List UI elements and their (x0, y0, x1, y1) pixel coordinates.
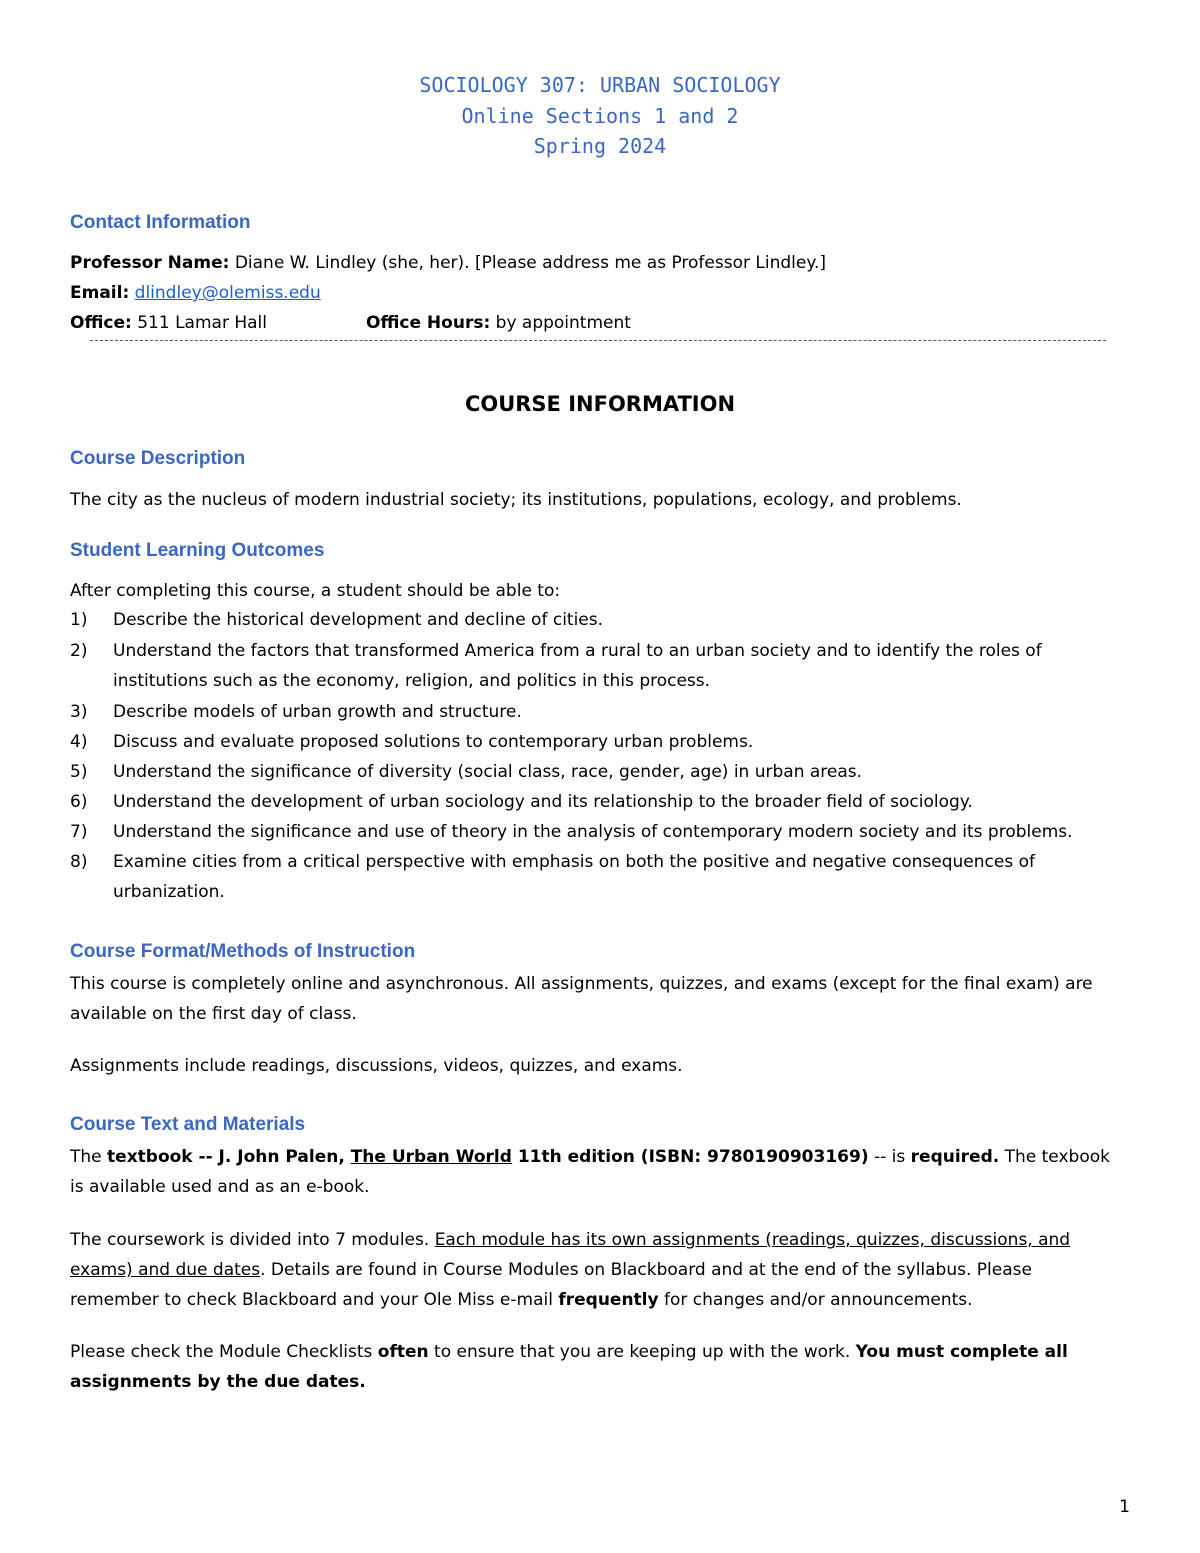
list-item (70, 605, 1110, 635)
checklist-deadline-note: You must complete all assignments by the due dates. (70, 1342, 1068, 1392)
course-format-paragraph: This course is completely online and asynchronous. All assignments, quizzes, and exams (except for the final exam) are available on the first day of class. (70, 974, 1093, 1024)
checklist-intro: Please check the Module Checklists (70, 1342, 378, 1362)
learning-outcomes-heading: Student Learning Outcomes (70, 540, 325, 561)
contact-heading: Contact Information (70, 212, 251, 233)
list-item (70, 847, 1110, 907)
syllabus-page (70, 0, 1130, 1553)
textbook-author: textbook -- J. John Palen, (107, 1147, 351, 1167)
office-hours-label: Office Hours: (366, 313, 491, 333)
office-line (70, 313, 267, 333)
course-materials-heading: Course Text and Materials (70, 1114, 306, 1135)
list-item (70, 787, 1110, 817)
list-item (70, 697, 1110, 727)
email-link[interactable]: dlindley@olemiss.edu (134, 283, 321, 303)
coursework-details: . Details are found in Course Modules on Blackboard and at the end of the syllabus. Please remember to check Blackboard and your Ole Miss e-mail (70, 1260, 1032, 1310)
checklist-paragraph (70, 1337, 1120, 1397)
textbook-availability: The texbook is available used and as an e-book. (70, 1147, 1110, 1197)
list-item-number: 8) (70, 852, 88, 872)
course-format-heading: Course Format/Methods of Instruction (70, 941, 416, 962)
list-item-text: Discuss and evaluate proposed solutions to contemporary urban problems. (113, 732, 754, 752)
textbook-edition: 11th edition (ISBN: 9780190903169) (511, 1147, 869, 1167)
assignments-paragraph: Assignments include readings, discussions, videos, quizzes, and exams. (70, 1056, 683, 1076)
list-item (70, 817, 1110, 847)
list-item-number: 1) (70, 610, 88, 630)
checklist-mid: to ensure that you are keeping up with the work. (428, 1342, 856, 1362)
list-item-number: 7) (70, 822, 88, 842)
course-title: SOCIOLOGY 307: URBAN SOCIOLOGY (419, 73, 781, 97)
list-item-number: 5) (70, 762, 88, 782)
list-item-number: 6) (70, 792, 88, 812)
coursework-end: for changes and/or announcements. (658, 1290, 973, 1310)
coursework-frequently: frequently (558, 1290, 659, 1310)
list-item-text: Understand the development of urban sociology and its relationship to the broader field of sociology. (113, 792, 973, 812)
email-line (70, 283, 321, 303)
textbook-is: -- is (868, 1147, 911, 1167)
list-item-text: Understand the significance and use of theory in the analysis of contemporary modern society and its problems. (113, 822, 1073, 842)
checklist-often: often (377, 1342, 429, 1362)
textbook-paragraph (70, 1142, 1120, 1202)
list-item-text: Describe the historical development and decline of cities. (113, 610, 604, 630)
course-information-heading: COURSE INFORMATION (464, 392, 736, 416)
list-item-number: 2) (70, 641, 88, 661)
professor-value: Diane W. Lindley (she, her). [Please address me as Professor Lindley.] (234, 253, 826, 273)
list-item-text: Understand the factors that transformed America from a rural to an urban society and to identify the roles of institutions such as the economy, religion, and politics in this process. (113, 641, 1042, 692)
office-label: Office: (70, 313, 132, 333)
course-description-text: The city as the nucleus of modern industrial society; its institutions, populations, ecology, and problems. (70, 490, 962, 510)
office-value: 511 Lamar Hall (137, 313, 267, 333)
textbook-title: The Urban World (350, 1147, 512, 1167)
section-divider (90, 340, 1106, 341)
list-item-number: 3) (70, 702, 88, 722)
office-hours-value: by appointment (495, 313, 631, 333)
list-item-text: Examine cities from a critical perspective with emphasis on both the positive and negative consequences of urbanization. (113, 852, 1035, 903)
textbook-intro: The (70, 1147, 108, 1167)
textbook-required: required. (910, 1147, 1000, 1167)
professor-line (70, 253, 826, 273)
course-description-heading: Course Description (70, 448, 246, 469)
outcomes-intro: After completing this course, a student should be able to: (70, 581, 561, 601)
professor-label: Professor Name: (70, 253, 230, 273)
list-item (70, 727, 1110, 757)
list-item (70, 636, 1110, 696)
list-item-text: Describe models of urban growth and structure. (113, 702, 522, 722)
list-item-text: Understand the significance of diversity (social class, race, gender, age) in urban areas. (113, 762, 863, 782)
course-sections: Online Sections 1 and 2 (461, 103, 739, 128)
email-label: Email: (70, 283, 130, 303)
list-item (70, 757, 1110, 787)
title-block (70, 70, 1130, 162)
page-number: 1 (1119, 1497, 1130, 1517)
course-term: Spring 2024 (533, 134, 667, 158)
coursework-paragraph (70, 1225, 1120, 1315)
list-item-number: 4) (70, 732, 88, 752)
coursework-modules-note: Each module has its own assignments (readings, quizzes, discussions, and exams) and due dates (70, 1230, 1071, 1280)
coursework-intro: The coursework is divided into 7 modules. (70, 1230, 435, 1250)
office-hours-line (366, 313, 631, 333)
